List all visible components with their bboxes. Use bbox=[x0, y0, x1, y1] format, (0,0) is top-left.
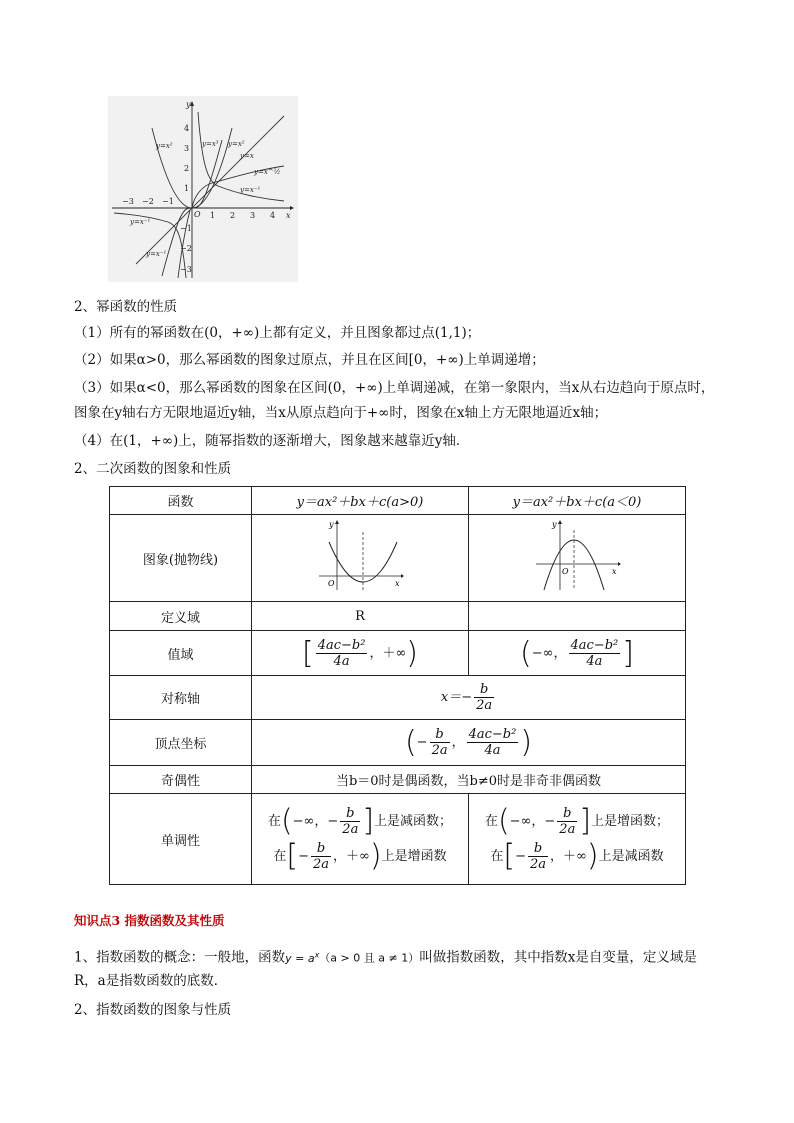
range-denominator: 4a bbox=[484, 743, 501, 758]
graph-x-label: x bbox=[395, 579, 400, 588]
fraction-2a: 2a bbox=[559, 822, 576, 837]
y-tick-label: 1 bbox=[184, 184, 190, 193]
minus-sign: − bbox=[416, 735, 428, 750]
y-tick-label: −2 bbox=[180, 244, 192, 253]
curve-label: y=x² bbox=[156, 142, 173, 150]
increasing-text: 上是增函数； bbox=[591, 814, 670, 829]
monotonicity-label: 单调性 bbox=[110, 794, 252, 885]
fraction-2a: 2a bbox=[342, 822, 359, 837]
neg-infty: −∞， bbox=[509, 814, 545, 829]
comma: ， bbox=[451, 735, 465, 750]
exp-formula-exponent: x bbox=[314, 950, 320, 959]
table-row bbox=[110, 515, 686, 602]
range-label: 值域 bbox=[110, 631, 252, 676]
parabola-down-graph bbox=[532, 518, 622, 594]
figure-origin-label: O bbox=[194, 210, 201, 219]
fraction-b: b bbox=[557, 806, 577, 822]
parabola-up-cell bbox=[252, 515, 469, 602]
exp-def-text-b: 叫做指数函数，其中指数x是自变量，定义域是 bbox=[419, 949, 697, 966]
table-row bbox=[110, 487, 686, 515]
y-tick-label: 2 bbox=[184, 164, 190, 173]
x-tick-label: −1 bbox=[162, 197, 174, 206]
exp-formula bbox=[285, 952, 319, 965]
increasing-text: 上是增函数 bbox=[381, 849, 447, 864]
power-property-3b: 图象在y轴右方无限地逼近y轴，当x从原点趋向于+∞时，图象在x轴上方无限地逼近x轴； bbox=[74, 405, 608, 421]
table-row bbox=[110, 766, 686, 794]
word-zai: 在 bbox=[484, 814, 498, 829]
quadratic-properties-table bbox=[109, 486, 686, 885]
power-property-1: （1）所有的幂函数在(0，+∞)上都有定义，并且图象都过点(1,1)； bbox=[74, 325, 481, 341]
monotonicity-a-negative: 在(−∞，− $\frac{b}{2a}$ ]上是增函数； 在[− $\frac{b}{2a}$ ，＋∞)上是减函数 bbox=[469, 794, 686, 885]
y-tick-label: −3 bbox=[180, 265, 192, 274]
curve-label: y=x⁻¹ bbox=[240, 186, 261, 194]
header-function: 函数 bbox=[110, 487, 252, 515]
table-row bbox=[110, 631, 686, 676]
decreasing-text: 上是减函数； bbox=[374, 814, 453, 829]
range-pos-infty: ，＋∞ bbox=[369, 645, 407, 661]
x-tick-label: −3 bbox=[122, 197, 134, 206]
vertex-value: (− $\frac{b}{2a}$ ， $\frac{\text{4ac−b²}}{4a}$ ) bbox=[252, 720, 686, 766]
graph-x-label: x bbox=[612, 567, 617, 576]
curve-label: y=x² bbox=[228, 140, 245, 148]
fraction-2a: 2a bbox=[313, 857, 330, 872]
table-row bbox=[110, 794, 686, 885]
graph-y-label: y bbox=[329, 520, 334, 529]
section-title-power-properties: 2、幂函数的性质 bbox=[74, 299, 178, 315]
exp-graph-properties-title: 2、指数函数的图象与性质 bbox=[74, 1002, 232, 1018]
curve-label: y=x bbox=[240, 152, 254, 160]
range-numerator: 4ac−b² bbox=[317, 637, 366, 653]
y-tick-label: 4 bbox=[184, 124, 190, 133]
range-numerator: 4ac−b² bbox=[570, 637, 619, 653]
graph-origin-label: O bbox=[562, 567, 569, 576]
graph-label: 图象(抛物线) bbox=[110, 515, 252, 602]
curve-label: y=x³ bbox=[202, 140, 219, 148]
curve-label: y=x^½ bbox=[254, 168, 281, 176]
domain-value: R bbox=[252, 602, 469, 631]
y-tick-label: −1 bbox=[180, 224, 192, 233]
fraction-b: b bbox=[528, 841, 548, 857]
range-denominator: 4a bbox=[586, 653, 603, 669]
exp-condition: （a > 0 且 a ≠ 1） bbox=[319, 951, 420, 965]
word-zai: 在 bbox=[490, 849, 504, 864]
minus-sign: − bbox=[515, 849, 526, 864]
curve-label: y=x⁻¹ bbox=[146, 250, 167, 258]
x-tick-label: 3 bbox=[250, 211, 256, 220]
header-a-positive: y＝ax²＋bx＋c(a>0) bbox=[252, 487, 469, 515]
x-tick-label: 2 bbox=[230, 211, 236, 220]
minus-sign: − bbox=[327, 814, 339, 829]
axis-prefix: x＝− bbox=[440, 690, 473, 705]
decreasing-text: 上是减函数 bbox=[598, 849, 664, 864]
fraction-b: b bbox=[311, 841, 331, 857]
table-row bbox=[110, 676, 686, 720]
minus-sign: − bbox=[544, 814, 556, 829]
section-title-quadratic: 2、二次函数的图象和性质 bbox=[74, 461, 232, 477]
section-heading-exponential: 知识点3 指数函数及其性质 bbox=[74, 913, 225, 928]
axis-value bbox=[252, 676, 686, 720]
table-row bbox=[110, 602, 686, 631]
fraction-b: b bbox=[430, 727, 450, 743]
parity-label: 奇偶性 bbox=[110, 766, 252, 794]
exp-definition-line-1 bbox=[74, 946, 697, 968]
power-property-2: （2）如果α>0，那么幂函数的图象过原点，并且在区间[0，+∞)上单调递增； bbox=[74, 352, 545, 368]
pos-infty: ＋∞ bbox=[346, 849, 370, 864]
fraction-2a: 2a bbox=[431, 743, 448, 758]
graph-origin-label: O bbox=[328, 579, 335, 588]
x-tick-label: 1 bbox=[210, 211, 216, 220]
graph-y-label: y bbox=[552, 520, 557, 529]
word-zai: 在 bbox=[273, 849, 287, 864]
figure-x-axis-label: x bbox=[286, 211, 291, 220]
parabola-up-graph bbox=[315, 518, 405, 594]
comma: ， bbox=[333, 849, 347, 864]
table-row bbox=[110, 720, 686, 766]
fraction-b: b bbox=[474, 682, 494, 698]
power-property-4: （4）在(1，+∞)上，随幂指数的逐渐增大，图象越来越靠近y轴． bbox=[74, 433, 470, 449]
curve-label: y=x⁻¹ bbox=[130, 218, 151, 226]
neg-infty: −∞， bbox=[292, 814, 328, 829]
x-tick-label: −2 bbox=[142, 197, 154, 206]
fraction-b: b bbox=[340, 806, 360, 822]
exp-def-text-a: 1、指数函数的概念：一般地，函数 bbox=[74, 949, 286, 966]
range-a-positive: [ $\frac{\text{4ac−b²}}{4a}$ ，＋∞) bbox=[252, 631, 469, 676]
power-property-3a: （3）如果α<0，那么幂函数的图象在区间(0，+∞)上单调递减，在第一象限内，当x从右边趋向于原点时， bbox=[74, 380, 715, 396]
range-denominator: 4a bbox=[333, 653, 350, 669]
range-numerator: 4ac−b² bbox=[468, 727, 517, 742]
domain-label: 定义域 bbox=[110, 602, 252, 631]
monotonicity-a-positive: 在(−∞，− $\frac{b}{2a}$ ]上是减函数； 在[− $\frac{b}{2a}$ ，＋∞)上是增函数 bbox=[252, 794, 469, 885]
y-tick-label: 3 bbox=[184, 144, 190, 153]
comma: ， bbox=[550, 849, 564, 864]
fraction-2a: 2a bbox=[530, 857, 547, 872]
pos-infty: ＋∞ bbox=[563, 849, 587, 864]
figure-y-axis-label: y bbox=[186, 100, 191, 109]
domain-value-empty bbox=[469, 602, 686, 631]
range-neg-infty: −∞， bbox=[531, 645, 567, 661]
vertex-label: 顶点坐标 bbox=[110, 720, 252, 766]
exp-formula-base: y = a bbox=[285, 951, 315, 965]
power-function-figure bbox=[108, 96, 298, 282]
exp-definition-line-2: R，a是指数函数的底数． bbox=[74, 973, 228, 989]
parabola-down-cell bbox=[469, 515, 686, 602]
x-tick-label: 4 bbox=[270, 211, 276, 220]
axis-label: 对称轴 bbox=[110, 676, 252, 720]
range-a-negative: (−∞， $\frac{\text{4ac−b²}}{4a}$ ] bbox=[469, 631, 686, 676]
parity-value: 当b＝0时是偶函数，当b≠0时是非奇非偶函数 bbox=[252, 766, 686, 794]
fraction-2a: 2a bbox=[476, 698, 493, 713]
header-a-negative: y＝ax²＋bx＋c(a＜0) bbox=[469, 487, 686, 515]
minus-sign: − bbox=[298, 849, 309, 864]
word-zai: 在 bbox=[267, 814, 281, 829]
